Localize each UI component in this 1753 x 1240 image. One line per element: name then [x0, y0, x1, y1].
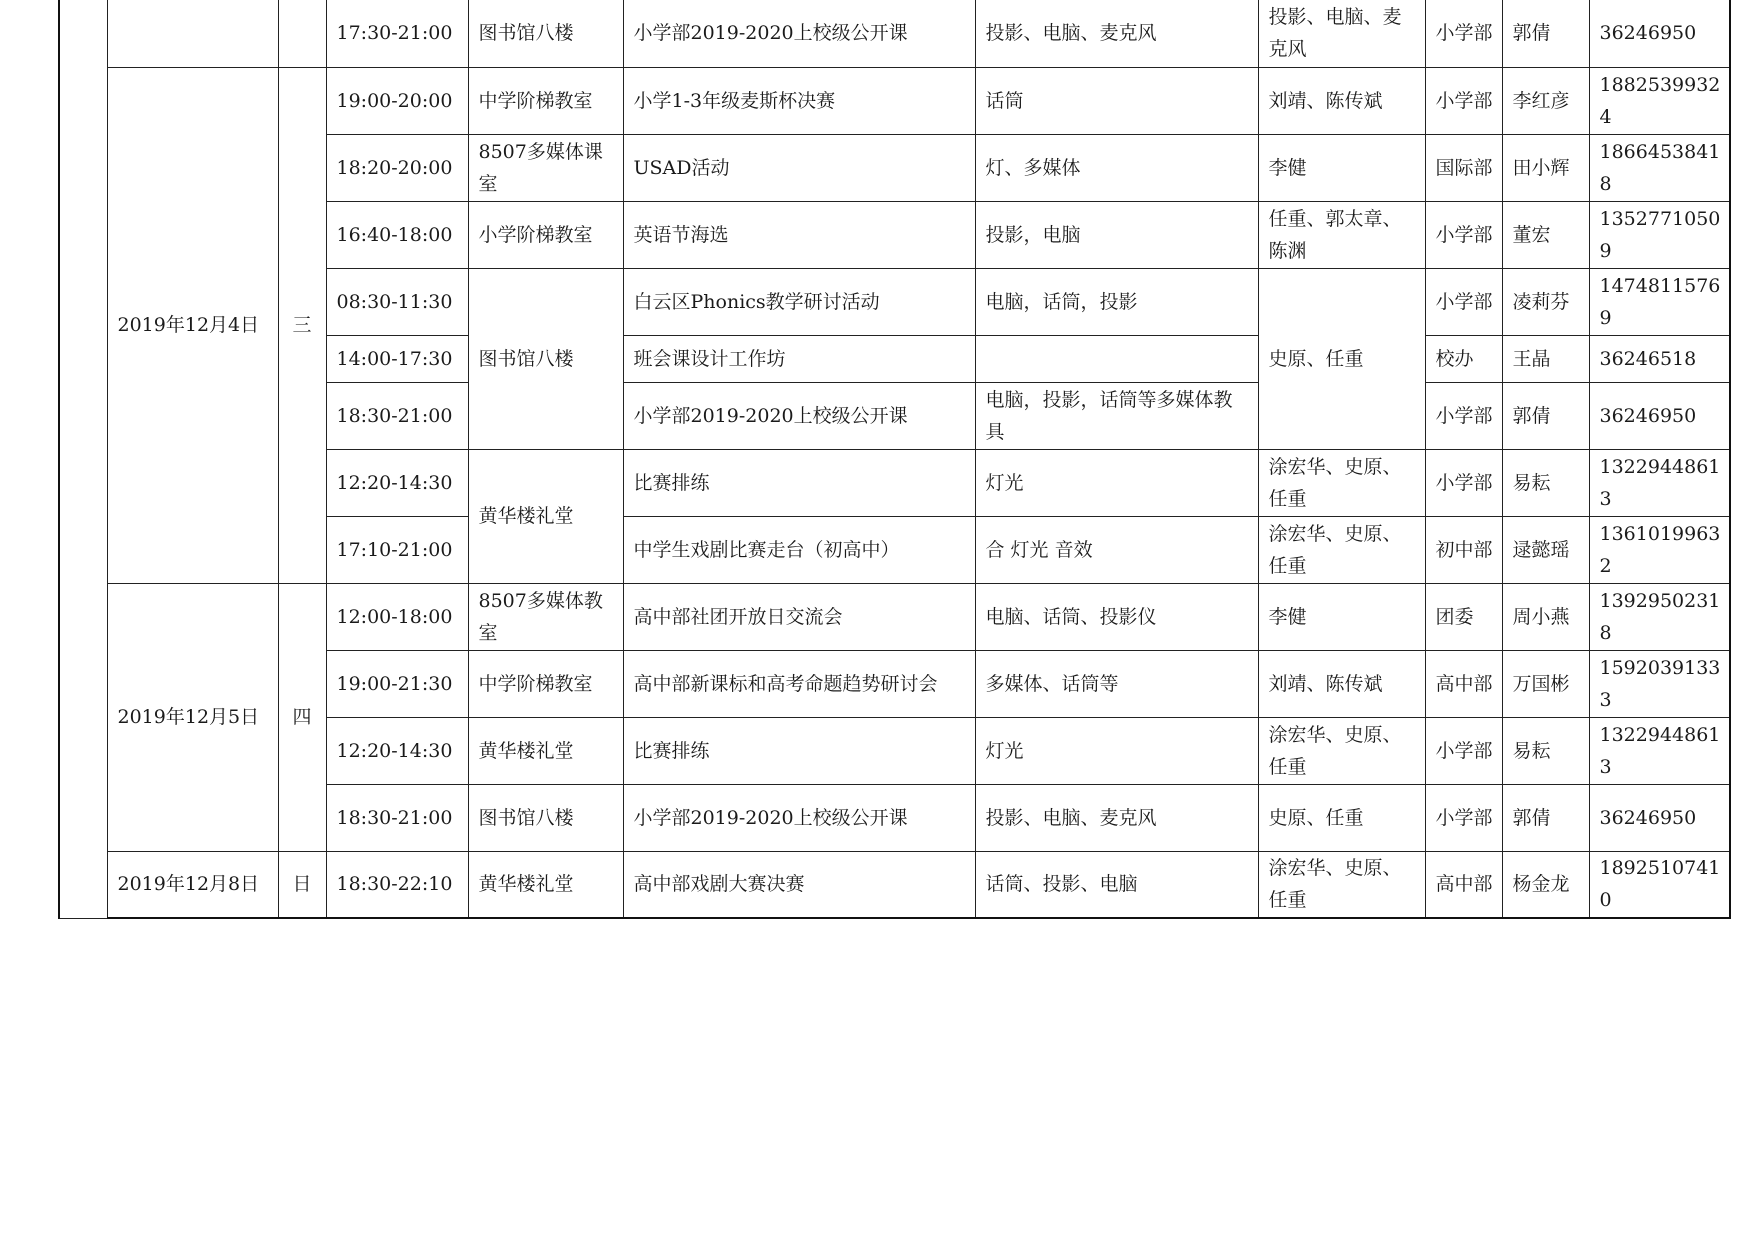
- venue-cell: 8507多媒体课室: [468, 134, 623, 201]
- phone-cell: 13610199632: [1589, 516, 1730, 583]
- dept-cell: 小学部: [1425, 268, 1502, 335]
- event-cell: 英语节海选: [623, 201, 975, 268]
- time-cell: 17:10-21:00: [326, 516, 468, 583]
- staff-cell: 刘靖、陈传斌: [1258, 67, 1425, 134]
- phone-cell: 13229448613: [1589, 717, 1730, 784]
- time-cell: 14:00-17:30: [326, 335, 468, 382]
- dept-cell: 国际部: [1425, 134, 1502, 201]
- venue-cell: 黄华楼礼堂: [468, 449, 623, 583]
- phone-cell: 36246950: [1589, 382, 1730, 449]
- event-cell: USAD活动: [623, 134, 975, 201]
- equipment-cell: 投影、电脑、麦克风: [975, 784, 1258, 851]
- contact-cell: 易耘: [1502, 717, 1589, 784]
- contact-cell: 郭倩: [1502, 382, 1589, 449]
- table-row: [59, 0, 1730, 67]
- time-cell: 16:40-18:00: [326, 201, 468, 268]
- staff-cell: 李健: [1258, 583, 1425, 650]
- staff-cell: 涂宏华、史原、任重: [1258, 717, 1425, 784]
- phone-cell: 13527710509: [1589, 201, 1730, 268]
- venue-cell: 图书馆八楼: [468, 784, 623, 851]
- time-cell: 18:30-21:00: [326, 784, 468, 851]
- equipment-cell: 合 灯光 音效: [975, 516, 1258, 583]
- contact-cell: 杨金龙: [1502, 851, 1589, 918]
- outer-margin-cell: [59, 0, 107, 918]
- venue-cell: 黄华楼礼堂: [468, 717, 623, 784]
- dept-cell: 小学部: [1425, 784, 1502, 851]
- staff-cell: 任重、郭太章、陈渊: [1258, 201, 1425, 268]
- dept-cell: 小学部: [1425, 717, 1502, 784]
- equipment-cell: 多媒体、话筒等: [975, 650, 1258, 717]
- time-cell: 19:00-21:30: [326, 650, 468, 717]
- contact-cell: 易耘: [1502, 449, 1589, 516]
- contact-cell: 王晶: [1502, 335, 1589, 382]
- phone-cell: 36246950: [1589, 0, 1730, 67]
- dept-cell: 小学部: [1425, 201, 1502, 268]
- equipment-cell: 投影，电脑: [975, 201, 1258, 268]
- time-cell: 18:30-22:10: [326, 851, 468, 918]
- venue-cell: 图书馆八楼: [468, 0, 623, 67]
- staff-cell: 涂宏华、史原、任重: [1258, 516, 1425, 583]
- time-cell: 18:30-21:00: [326, 382, 468, 449]
- staff-cell: 李健: [1258, 134, 1425, 201]
- time-cell: 12:20-14:30: [326, 449, 468, 516]
- staff-cell: 史原、任重: [1258, 268, 1425, 449]
- contact-cell: 万国彬: [1502, 650, 1589, 717]
- contact-cell: 郭倩: [1502, 0, 1589, 67]
- equipment-cell: 电脑，投影，话筒等多媒体教具: [975, 382, 1258, 449]
- equipment-cell: 灯光: [975, 449, 1258, 516]
- weekday-cell: 四: [278, 583, 326, 851]
- venue-cell: 8507多媒体教室: [468, 583, 623, 650]
- weekday-cell: [278, 0, 326, 67]
- date-cell: 2019年12月8日: [107, 851, 278, 918]
- venue-cell: 黄华楼礼堂: [468, 851, 623, 918]
- contact-cell: 李红彦: [1502, 67, 1589, 134]
- date-cell: [107, 0, 278, 67]
- phone-cell: 13229448613: [1589, 449, 1730, 516]
- dept-cell: 小学部: [1425, 382, 1502, 449]
- dept-cell: 小学部: [1425, 0, 1502, 67]
- equipment-cell: 投影、电脑、麦克风: [975, 0, 1258, 67]
- phone-cell: 36246950: [1589, 784, 1730, 851]
- equipment-cell: [975, 335, 1258, 382]
- staff-cell: 刘靖、陈传斌: [1258, 650, 1425, 717]
- staff-cell: 投影、电脑、麦克风: [1258, 0, 1425, 67]
- time-cell: 18:20-20:00: [326, 134, 468, 201]
- equipment-cell: 灯光: [975, 717, 1258, 784]
- dept-cell: 小学部: [1425, 67, 1502, 134]
- equipment-cell: 话筒: [975, 67, 1258, 134]
- event-cell: 高中部社团开放日交流会: [623, 583, 975, 650]
- equipment-cell: 灯、多媒体: [975, 134, 1258, 201]
- time-cell: 08:30-11:30: [326, 268, 468, 335]
- schedule-table: [58, 0, 1731, 919]
- event-cell: 小学1-3年级麦斯杯决赛: [623, 67, 975, 134]
- time-cell: 12:00-18:00: [326, 583, 468, 650]
- event-cell: 白云区Phonics教学研讨活动: [623, 268, 975, 335]
- dept-cell: 初中部: [1425, 516, 1502, 583]
- table-row: [59, 583, 1730, 650]
- phone-cell: 36246518: [1589, 335, 1730, 382]
- venue-cell: 小学阶梯教室: [468, 201, 623, 268]
- contact-cell: 凌莉芬: [1502, 268, 1589, 335]
- phone-cell: 15920391333: [1589, 650, 1730, 717]
- phone-cell: 18925107410: [1589, 851, 1730, 918]
- event-cell: 比赛排练: [623, 717, 975, 784]
- time-cell: 17:30-21:00: [326, 0, 468, 67]
- dept-cell: 高中部: [1425, 851, 1502, 918]
- time-cell: 12:20-14:30: [326, 717, 468, 784]
- venue-cell: 图书馆八楼: [468, 268, 623, 449]
- event-cell: 班会课设计工作坊: [623, 335, 975, 382]
- time-cell: 19:00-20:00: [326, 67, 468, 134]
- contact-cell: 周小燕: [1502, 583, 1589, 650]
- event-cell: 高中部戏剧大赛决赛: [623, 851, 975, 918]
- table-row: [59, 851, 1730, 918]
- event-cell: 比赛排练: [623, 449, 975, 516]
- event-cell: 小学部2019-2020上校级公开课: [623, 382, 975, 449]
- event-cell: 小学部2019-2020上校级公开课: [623, 0, 975, 67]
- event-cell: 高中部新课标和高考命题趋势研讨会: [623, 650, 975, 717]
- staff-cell: 涂宏华、史原、任重: [1258, 851, 1425, 918]
- venue-cell: 中学阶梯教室: [468, 67, 623, 134]
- venue-cell: 中学阶梯教室: [468, 650, 623, 717]
- contact-cell: 郭倩: [1502, 784, 1589, 851]
- phone-cell: 14748115769: [1589, 268, 1730, 335]
- dept-cell: 高中部: [1425, 650, 1502, 717]
- contact-cell: 逯懿瑶: [1502, 516, 1589, 583]
- dept-cell: 小学部: [1425, 449, 1502, 516]
- dept-cell: 校办: [1425, 335, 1502, 382]
- date-cell: 2019年12月5日: [107, 583, 278, 851]
- phone-cell: 13929502318: [1589, 583, 1730, 650]
- equipment-cell: 话筒、投影、电脑: [975, 851, 1258, 918]
- equipment-cell: 电脑、话筒、投影仪: [975, 583, 1258, 650]
- event-cell: 中学生戏剧比赛走台（初高中）: [623, 516, 975, 583]
- weekday-cell: 日: [278, 851, 326, 918]
- contact-cell: 董宏: [1502, 201, 1589, 268]
- date-cell: 2019年12月4日: [107, 67, 278, 583]
- equipment-cell: 电脑，话筒，投影: [975, 268, 1258, 335]
- event-cell: 小学部2019-2020上校级公开课: [623, 784, 975, 851]
- phone-cell: 18825399324: [1589, 67, 1730, 134]
- table-row: [59, 67, 1730, 134]
- contact-cell: 田小辉: [1502, 134, 1589, 201]
- staff-cell: 史原、任重: [1258, 784, 1425, 851]
- staff-cell: 涂宏华、史原、任重: [1258, 449, 1425, 516]
- phone-cell: 18664538418: [1589, 134, 1730, 201]
- weekday-cell: 三: [278, 67, 326, 583]
- dept-cell: 团委: [1425, 583, 1502, 650]
